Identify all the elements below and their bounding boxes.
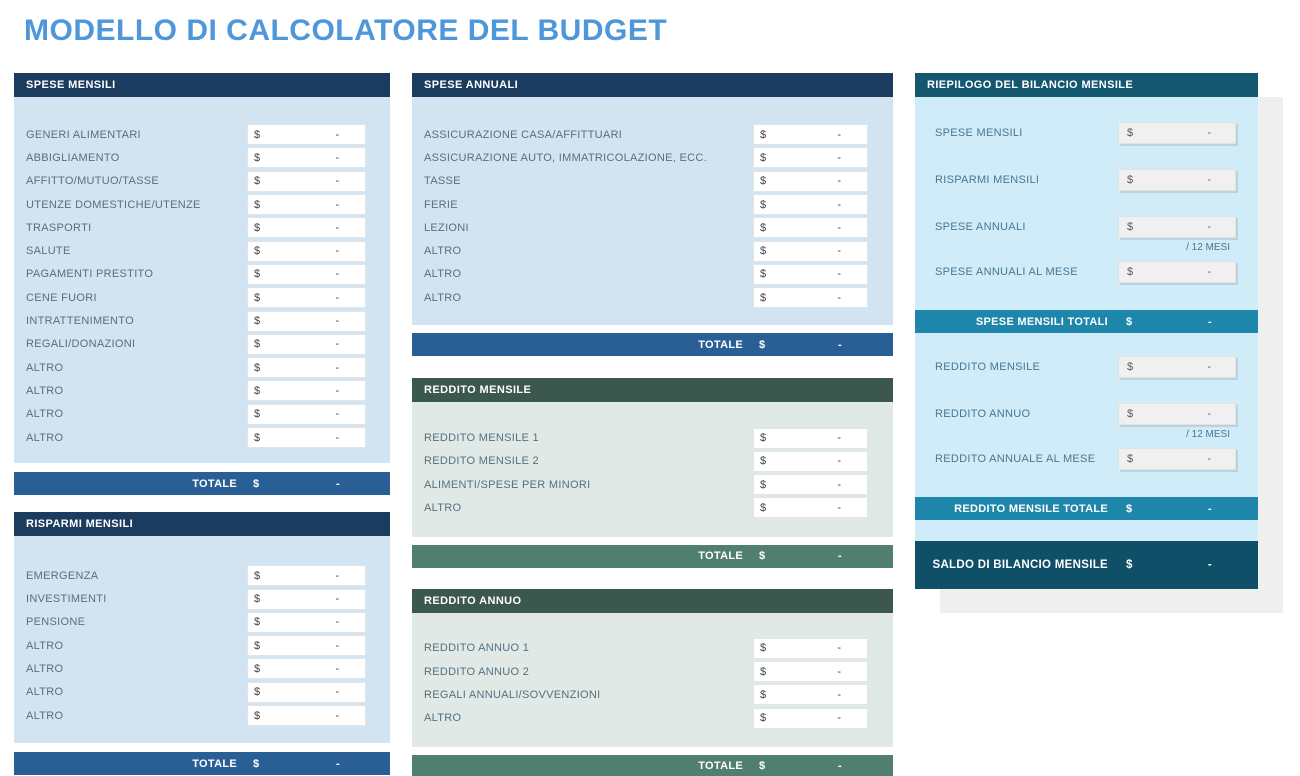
per-12-months-note: / 12 MESI bbox=[1186, 242, 1230, 253]
income-row bbox=[412, 496, 893, 519]
row-label: REDDITO MENSILE 1 bbox=[424, 432, 539, 445]
row-label: ALTRO bbox=[26, 662, 64, 675]
expense-row bbox=[412, 193, 893, 216]
amount-value: - bbox=[335, 338, 339, 351]
amount-input-cell[interactable] bbox=[247, 612, 366, 633]
total-value: - bbox=[1208, 502, 1212, 515]
total-value: - bbox=[336, 757, 340, 770]
amount-value: - bbox=[335, 662, 339, 675]
currency-symbol: $ bbox=[254, 384, 261, 397]
expense-row bbox=[14, 123, 390, 146]
expense-row bbox=[412, 146, 893, 169]
row-label: ASSICURAZIONE CASA/AFFITTUARI bbox=[424, 128, 623, 141]
expense-row bbox=[14, 403, 390, 426]
amount-input-cell[interactable] bbox=[753, 241, 868, 262]
currency-symbol: $ bbox=[759, 550, 766, 563]
row-label: CENE FUORI bbox=[26, 291, 97, 304]
amount-input-cell[interactable] bbox=[753, 638, 868, 659]
panel-spese-mensili bbox=[14, 73, 390, 495]
amount-input-cell[interactable] bbox=[247, 705, 366, 726]
reddito-annuo-total-bar bbox=[412, 755, 893, 776]
expense-row bbox=[412, 216, 893, 239]
computed-value: - bbox=[1207, 127, 1211, 139]
summary-row-label: REDDITO MENSILE bbox=[935, 361, 1041, 373]
amount-value: - bbox=[335, 151, 339, 164]
computed-value: - bbox=[1207, 408, 1211, 420]
expense-row bbox=[412, 286, 893, 309]
total-amount bbox=[1118, 503, 1236, 515]
currency-symbol: $ bbox=[1127, 221, 1134, 233]
total-label: TOTALE bbox=[698, 760, 743, 773]
row-label: TASSE bbox=[424, 175, 461, 188]
amount-input-cell[interactable] bbox=[247, 380, 366, 401]
currency-symbol: $ bbox=[254, 569, 261, 582]
amount-value: - bbox=[837, 665, 841, 678]
section-header-riepilogo: RIEPILOGO DEL BILANCIO MENSILE bbox=[915, 73, 1258, 97]
currency-symbol: $ bbox=[254, 361, 261, 374]
amount-input-cell[interactable] bbox=[753, 474, 868, 495]
section-header-reddito-annuo: REDDITO ANNUO bbox=[412, 589, 893, 613]
row-label: ALTRO bbox=[424, 268, 462, 281]
amount-input-cell[interactable] bbox=[753, 194, 868, 215]
amount-input-cell[interactable] bbox=[247, 217, 366, 238]
spese-mensili-rows bbox=[14, 97, 390, 463]
total-value: - bbox=[838, 760, 842, 773]
amount-input-cell[interactable] bbox=[753, 661, 868, 682]
amount-input-cell[interactable] bbox=[247, 194, 366, 215]
section-header-reddito-mensile: REDDITO MENSILE bbox=[412, 378, 893, 402]
expense-row bbox=[14, 263, 390, 286]
computed-amount-box bbox=[1118, 356, 1236, 378]
amount-value: - bbox=[837, 151, 841, 164]
amount-value: - bbox=[335, 291, 339, 304]
summary-total-label: SPESE MENSILI TOTALI bbox=[975, 315, 1108, 328]
expense-row bbox=[14, 356, 390, 379]
currency-symbol: $ bbox=[760, 151, 767, 164]
amount-value: - bbox=[335, 431, 339, 444]
currency-symbol: $ bbox=[760, 175, 767, 188]
amount-value: - bbox=[837, 291, 841, 304]
currency-symbol: $ bbox=[759, 338, 766, 351]
currency-symbol: $ bbox=[254, 431, 261, 444]
balance-label: SALDO DI BILANCIO MENSILE bbox=[932, 559, 1108, 571]
section-header-spese-mensili: SPESE MENSILI bbox=[14, 73, 390, 97]
savings-row bbox=[14, 657, 390, 680]
row-label: TRASPORTI bbox=[26, 221, 92, 234]
currency-symbol: $ bbox=[760, 268, 767, 281]
amount-input-cell[interactable] bbox=[247, 427, 366, 448]
amount-value: - bbox=[335, 361, 339, 374]
currency-symbol: $ bbox=[254, 151, 261, 164]
spacer bbox=[915, 520, 1258, 541]
currency-symbol: $ bbox=[1126, 315, 1133, 328]
total-amount bbox=[1118, 316, 1236, 328]
currency-symbol: $ bbox=[254, 639, 261, 652]
total-amount bbox=[247, 478, 366, 490]
amount-input-cell[interactable] bbox=[247, 635, 366, 656]
column-middle bbox=[412, 73, 893, 776]
currency-symbol: $ bbox=[254, 245, 261, 258]
computed-amount-box bbox=[1118, 122, 1236, 144]
amount-input-cell[interactable] bbox=[753, 684, 868, 705]
savings-row bbox=[14, 704, 390, 727]
row-label: AFFITTO/MUTUO/TASSE bbox=[26, 175, 160, 188]
amount-input-cell[interactable] bbox=[247, 264, 366, 285]
currency-symbol: $ bbox=[1127, 266, 1134, 278]
summary-row-label: REDDITO ANNUO bbox=[935, 408, 1031, 420]
amount-value: - bbox=[837, 501, 841, 514]
currency-symbol: $ bbox=[254, 686, 261, 699]
amount-value: - bbox=[335, 221, 339, 234]
currency-symbol: $ bbox=[1127, 127, 1134, 139]
amount-input-cell[interactable] bbox=[247, 124, 366, 145]
total-amount bbox=[753, 550, 868, 562]
row-label: ALTRO bbox=[424, 501, 462, 514]
amount-value: - bbox=[335, 686, 339, 699]
income-row bbox=[412, 426, 893, 449]
summary-row bbox=[915, 356, 1258, 378]
spese-mensili-totali-bar bbox=[915, 310, 1258, 333]
amount-input-cell[interactable] bbox=[753, 497, 868, 518]
expense-row bbox=[14, 216, 390, 239]
row-label: PAGAMENTI PRESTITO bbox=[26, 268, 154, 281]
currency-symbol: $ bbox=[760, 501, 767, 514]
expense-row bbox=[14, 426, 390, 449]
summary-income-rows bbox=[915, 356, 1258, 443]
amount-value: - bbox=[837, 642, 841, 655]
row-label: REGALI/DONAZIONI bbox=[26, 338, 136, 351]
column-summary bbox=[915, 73, 1258, 589]
row-label: ALTRO bbox=[424, 291, 462, 304]
total-amount bbox=[247, 758, 366, 770]
row-label: ASSICURAZIONE AUTO, IMMATRICOLAZIONE, ECC. bbox=[424, 151, 707, 164]
amount-value: - bbox=[837, 688, 841, 701]
reddito-mensile-rows bbox=[412, 402, 893, 536]
row-label: ALTRO bbox=[26, 384, 64, 397]
currency-symbol: $ bbox=[760, 478, 767, 491]
amount-value: - bbox=[837, 245, 841, 258]
row-label: SALUTE bbox=[26, 245, 71, 258]
currency-symbol: $ bbox=[254, 408, 261, 421]
currency-symbol: $ bbox=[254, 338, 261, 351]
summary-row-label: SPESE MENSILI bbox=[935, 127, 1023, 139]
amount-value: - bbox=[335, 709, 339, 722]
amount-value: - bbox=[335, 268, 339, 281]
row-label: GENERI ALIMENTARI bbox=[26, 128, 141, 141]
expense-row bbox=[14, 239, 390, 262]
amount-input-cell[interactable] bbox=[247, 404, 366, 425]
amount-value: - bbox=[335, 384, 339, 397]
currency-symbol: $ bbox=[254, 593, 261, 606]
reddito-annuo-rows bbox=[412, 613, 893, 747]
computed-amount-box bbox=[1118, 448, 1236, 470]
savings-row bbox=[14, 587, 390, 610]
row-label: REDDITO ANNUO 1 bbox=[424, 642, 530, 655]
expense-row bbox=[14, 286, 390, 309]
amount-value: - bbox=[335, 616, 339, 629]
amount-input-cell[interactable] bbox=[753, 451, 868, 472]
summary-body bbox=[915, 97, 1258, 589]
amount-value: - bbox=[837, 478, 841, 491]
row-label: INVESTIMENTI bbox=[26, 593, 107, 606]
row-label: ALTRO bbox=[26, 686, 64, 699]
currency-symbol: $ bbox=[760, 665, 767, 678]
currency-symbol: $ bbox=[760, 688, 767, 701]
computed-amount-box bbox=[1118, 403, 1236, 425]
row-label: ALIMENTI/SPESE PER MINORI bbox=[424, 478, 591, 491]
panel-risparmi-mensili bbox=[14, 512, 390, 775]
summary-row-label: SPESE ANNUALI AL MESE bbox=[935, 266, 1078, 278]
amount-value: - bbox=[335, 593, 339, 606]
row-label: LEZIONI bbox=[424, 221, 469, 234]
currency-symbol: $ bbox=[760, 455, 767, 468]
summary-row bbox=[915, 216, 1258, 256]
amount-value: - bbox=[837, 432, 841, 445]
amount-value: - bbox=[335, 639, 339, 652]
summary-row-label: REDDITO ANNUALE AL MESE bbox=[935, 453, 1096, 465]
currency-symbol: $ bbox=[760, 245, 767, 258]
reddito-mensile-total-bar bbox=[412, 545, 893, 568]
section-header-spese-annuali: SPESE ANNUALI bbox=[412, 73, 893, 97]
currency-symbol: $ bbox=[760, 642, 767, 655]
income-row bbox=[412, 706, 893, 729]
expense-row bbox=[14, 193, 390, 216]
amount-input-cell[interactable] bbox=[247, 357, 366, 378]
amount-value: - bbox=[335, 408, 339, 421]
total-label: TOTALE bbox=[192, 757, 237, 770]
income-row bbox=[412, 683, 893, 706]
expense-row bbox=[14, 379, 390, 402]
balance-amount bbox=[1118, 559, 1236, 571]
amount-value: - bbox=[837, 221, 841, 234]
amount-value: - bbox=[837, 175, 841, 188]
amount-input-cell[interactable] bbox=[247, 682, 366, 703]
section-header-risparmi-mensili: RISPARMI MENSILI bbox=[14, 512, 390, 536]
saldo-di-bilancio-bar bbox=[915, 541, 1258, 589]
panel-spese-annuali bbox=[412, 73, 893, 356]
panel-reddito-mensile bbox=[412, 378, 893, 567]
income-row bbox=[412, 660, 893, 683]
amount-value: - bbox=[837, 128, 841, 141]
computed-value: - bbox=[1207, 266, 1211, 278]
spese-annuali-rows bbox=[412, 97, 893, 325]
column-left bbox=[14, 73, 390, 775]
amount-input-cell[interactable] bbox=[247, 311, 366, 332]
income-row bbox=[412, 450, 893, 473]
computed-amount-box bbox=[1118, 261, 1236, 283]
row-label: ALTRO bbox=[26, 361, 64, 374]
row-label: REDDITO MENSILE 2 bbox=[424, 455, 539, 468]
currency-symbol: $ bbox=[1127, 174, 1134, 186]
row-label: UTENZE DOMESTICHE/UTENZE bbox=[26, 198, 201, 211]
panel-riepilogo bbox=[915, 73, 1258, 589]
savings-row bbox=[14, 564, 390, 587]
summary-row bbox=[915, 448, 1258, 470]
amount-input-cell[interactable] bbox=[247, 565, 366, 586]
spese-mensili-total-bar bbox=[14, 472, 390, 495]
currency-symbol: $ bbox=[1127, 361, 1134, 373]
amount-value: - bbox=[335, 175, 339, 188]
amount-input-cell[interactable] bbox=[753, 217, 868, 238]
amount-input-cell[interactable] bbox=[247, 171, 366, 192]
row-label: ALTRO bbox=[26, 639, 64, 652]
computed-value: - bbox=[1207, 221, 1211, 233]
row-label: ALTRO bbox=[424, 245, 462, 258]
savings-row bbox=[14, 681, 390, 704]
total-value: - bbox=[1208, 315, 1212, 328]
currency-symbol: $ bbox=[253, 757, 260, 770]
amount-value: - bbox=[335, 569, 339, 582]
row-label: EMERGENZA bbox=[26, 569, 99, 582]
amount-input-cell[interactable] bbox=[753, 428, 868, 449]
amount-input-cell[interactable] bbox=[753, 708, 868, 729]
expense-row bbox=[412, 123, 893, 146]
total-amount bbox=[753, 339, 868, 351]
amount-input-cell[interactable] bbox=[753, 264, 868, 285]
total-value: - bbox=[838, 338, 842, 351]
amount-input-cell[interactable] bbox=[247, 147, 366, 168]
currency-symbol: $ bbox=[254, 315, 261, 328]
currency-symbol: $ bbox=[1127, 453, 1134, 465]
computed-value: - bbox=[1207, 453, 1211, 465]
currency-symbol: $ bbox=[254, 709, 261, 722]
amount-input-cell[interactable] bbox=[753, 171, 868, 192]
reddito-mensile-totale-bar bbox=[915, 497, 1258, 520]
row-label: REGALI ANNUALI/SOVVENZIONI bbox=[424, 688, 601, 701]
currency-symbol: $ bbox=[254, 198, 261, 211]
summary-row bbox=[915, 261, 1258, 283]
summary-row-label: SPESE ANNUALI bbox=[935, 221, 1026, 233]
amount-value: - bbox=[837, 712, 841, 725]
amount-value: - bbox=[335, 128, 339, 141]
total-value: - bbox=[336, 477, 340, 490]
row-label: ALTRO bbox=[26, 431, 64, 444]
risparmi-mensili-rows bbox=[14, 536, 390, 743]
currency-symbol: $ bbox=[760, 432, 767, 445]
total-label: TOTALE bbox=[192, 477, 237, 490]
summary-row bbox=[915, 122, 1258, 144]
expense-row bbox=[412, 263, 893, 286]
amount-input-cell[interactable] bbox=[753, 287, 868, 308]
amount-input-cell[interactable] bbox=[247, 589, 366, 610]
currency-symbol: $ bbox=[254, 221, 261, 234]
computed-value: - bbox=[1207, 361, 1211, 373]
summary-total-label: REDDITO MENSILE TOTALE bbox=[954, 502, 1108, 515]
summary-row bbox=[915, 403, 1258, 443]
currency-symbol: $ bbox=[253, 477, 260, 490]
currency-symbol: $ bbox=[254, 291, 261, 304]
currency-symbol: $ bbox=[760, 128, 767, 141]
currency-symbol: $ bbox=[760, 712, 767, 725]
currency-symbol: $ bbox=[759, 760, 766, 773]
total-label: TOTALE bbox=[698, 338, 743, 351]
currency-symbol: $ bbox=[760, 221, 767, 234]
spacer bbox=[915, 333, 1258, 356]
row-label: INTRATTENIMENTO bbox=[26, 315, 134, 328]
summary-row bbox=[915, 169, 1258, 191]
amount-value: - bbox=[837, 455, 841, 468]
income-row bbox=[412, 637, 893, 660]
savings-row bbox=[14, 611, 390, 634]
amount-input-cell[interactable] bbox=[247, 658, 366, 679]
currency-symbol: $ bbox=[760, 198, 767, 211]
total-value: - bbox=[838, 550, 842, 563]
page-title: MODELLO DI CALCOLATORE DEL BUDGET bbox=[24, 14, 668, 47]
currency-symbol: $ bbox=[254, 268, 261, 281]
currency-symbol: $ bbox=[1126, 559, 1133, 571]
amount-input-cell[interactable] bbox=[753, 124, 868, 145]
currency-symbol: $ bbox=[254, 662, 261, 675]
row-label: PENSIONE bbox=[26, 616, 86, 629]
row-label: REDDITO ANNUO 2 bbox=[424, 665, 530, 678]
amount-value: - bbox=[335, 245, 339, 258]
expense-row bbox=[14, 170, 390, 193]
risparmi-mensili-total-bar bbox=[14, 752, 390, 775]
currency-symbol: $ bbox=[760, 291, 767, 304]
savings-row bbox=[14, 634, 390, 657]
amount-input-cell[interactable] bbox=[247, 334, 366, 355]
amount-value: - bbox=[335, 198, 339, 211]
amount-value: - bbox=[335, 315, 339, 328]
amount-input-cell[interactable] bbox=[247, 241, 366, 262]
amount-value: - bbox=[837, 198, 841, 211]
summary-row-label: RISPARMI MENSILI bbox=[935, 174, 1040, 186]
currency-symbol: $ bbox=[254, 616, 261, 629]
expense-row bbox=[14, 146, 390, 169]
spese-annuali-total-bar bbox=[412, 333, 893, 356]
computed-amount-box bbox=[1118, 169, 1236, 191]
row-label: FERIE bbox=[424, 198, 458, 211]
computed-amount-box bbox=[1118, 216, 1236, 238]
per-12-months-note: / 12 MESI bbox=[1186, 429, 1230, 440]
expense-row bbox=[412, 170, 893, 193]
amount-input-cell[interactable] bbox=[247, 287, 366, 308]
income-row bbox=[412, 473, 893, 496]
currency-symbol: $ bbox=[1127, 408, 1134, 420]
amount-value: - bbox=[837, 268, 841, 281]
expense-row bbox=[412, 239, 893, 262]
row-label: ALTRO bbox=[26, 408, 64, 421]
currency-symbol: $ bbox=[1126, 502, 1133, 515]
total-amount bbox=[753, 760, 868, 772]
amount-input-cell[interactable] bbox=[753, 147, 868, 168]
currency-symbol: $ bbox=[254, 175, 261, 188]
panel-reddito-annuo bbox=[412, 589, 893, 776]
expense-row bbox=[14, 309, 390, 332]
computed-value: - bbox=[1207, 174, 1211, 186]
balance-value: - bbox=[1207, 559, 1212, 571]
currency-symbol: $ bbox=[254, 128, 261, 141]
total-label: TOTALE bbox=[698, 550, 743, 563]
row-label: ALTRO bbox=[424, 712, 462, 725]
expense-row bbox=[14, 333, 390, 356]
summary-expense-rows bbox=[915, 122, 1258, 256]
row-label: ABBIGLIAMENTO bbox=[26, 151, 120, 164]
row-label: ALTRO bbox=[26, 709, 64, 722]
